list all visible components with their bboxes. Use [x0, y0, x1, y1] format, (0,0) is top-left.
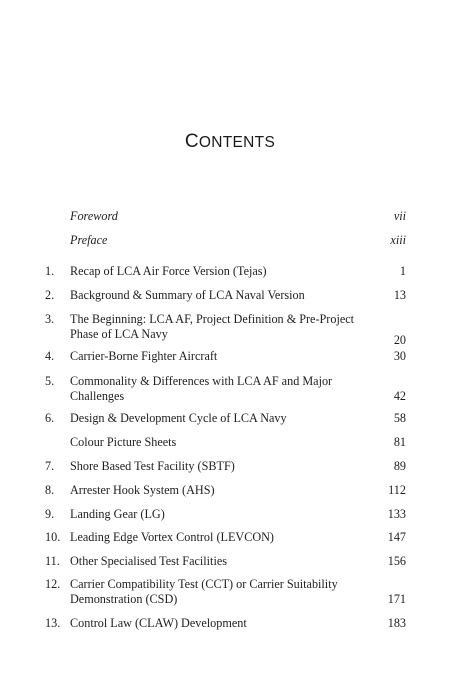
toc-entry-title-line-2: Demonstration (CSD): [70, 592, 178, 606]
toc-entry-number: 9.: [45, 507, 55, 521]
toc-entry-number: 13.: [45, 616, 61, 630]
toc-entry-title: Other Specialised Test Facilities: [70, 554, 227, 568]
toc-entry-page: 81: [393, 435, 406, 449]
toc-entry-page: 58: [393, 411, 406, 425]
toc-entry-title-line-2: Challenges: [70, 389, 125, 403]
toc-entry-title: Leading Edge Vortex Control (LEVCON): [70, 530, 274, 544]
page-title: [0, 131, 460, 153]
toc-entry-title: Shore Based Test Facility (SBTF): [70, 459, 235, 473]
toc-entry-page: 133: [387, 507, 406, 521]
toc-entry-page: 42: [393, 389, 406, 403]
toc-entry-title: Arrester Hook System (AHS): [70, 483, 215, 497]
toc-entry-page: 183: [387, 616, 406, 630]
toc-entry-title: Control Law (CLAW) Development: [70, 616, 247, 630]
toc-entry-title: Background & Summary of LCA Naval Version: [70, 288, 305, 302]
toc-entry-page: vii: [393, 209, 406, 223]
toc-entry-title: Preface: [70, 233, 108, 247]
toc-entry-page: 112: [388, 483, 406, 497]
toc-entry-title: Colour Picture Sheets: [70, 435, 177, 449]
toc-entry-number: 6.: [45, 411, 55, 425]
page-title-initial: C: [184, 131, 199, 152]
toc-entry-title: Commonality & Differences with LCA AF and Major: [70, 374, 333, 388]
toc-entry-title: Design & Development Cycle of LCA Navy: [70, 411, 287, 425]
toc-entry-number: 8.: [45, 483, 55, 497]
toc-entry-number: 5.: [45, 374, 55, 388]
toc-entry-page: 156: [387, 554, 406, 568]
toc-entry-number: 3.: [45, 312, 55, 326]
toc-entry-title: Carrier Compatibility Test (CCT) or Carrier Suitability: [70, 577, 338, 591]
toc-entry-title-line-2: Phase of LCA Navy: [70, 327, 168, 341]
toc-entry-page: 1: [399, 264, 406, 278]
toc-entry-number: 1.: [45, 264, 55, 278]
toc-entry-number: 7.: [45, 459, 55, 473]
toc-entry-number: 12.: [45, 577, 61, 591]
toc-entry-page: 89: [393, 459, 406, 473]
toc-entry-number: 10.: [45, 530, 61, 544]
toc-entry-title: Recap of LCA Air Force Version (Tejas): [70, 264, 267, 278]
toc-entry-page: 171: [387, 592, 406, 606]
toc-entry-number: 11.: [45, 554, 60, 568]
toc-entry-number: 2.: [45, 288, 55, 302]
toc-entry-title: Foreword: [70, 209, 118, 223]
toc-entry-page: 147: [387, 530, 406, 544]
toc-entry-title: Carrier-Borne Fighter Aircraft: [70, 349, 218, 363]
toc-entry-page: 30: [393, 349, 406, 363]
page-title-rest: ONTENTS: [198, 134, 276, 151]
toc-entry-title: Landing Gear (LG): [70, 507, 165, 521]
toc-entry-page: 20: [393, 333, 406, 347]
toc-entry-title: The Beginning: LCA AF, Project Definition & Pre-Project: [70, 312, 355, 326]
toc-entry-page: 13: [393, 288, 406, 302]
toc-entry-page: xiii: [390, 233, 406, 247]
toc-entry-number: 4.: [45, 349, 55, 363]
